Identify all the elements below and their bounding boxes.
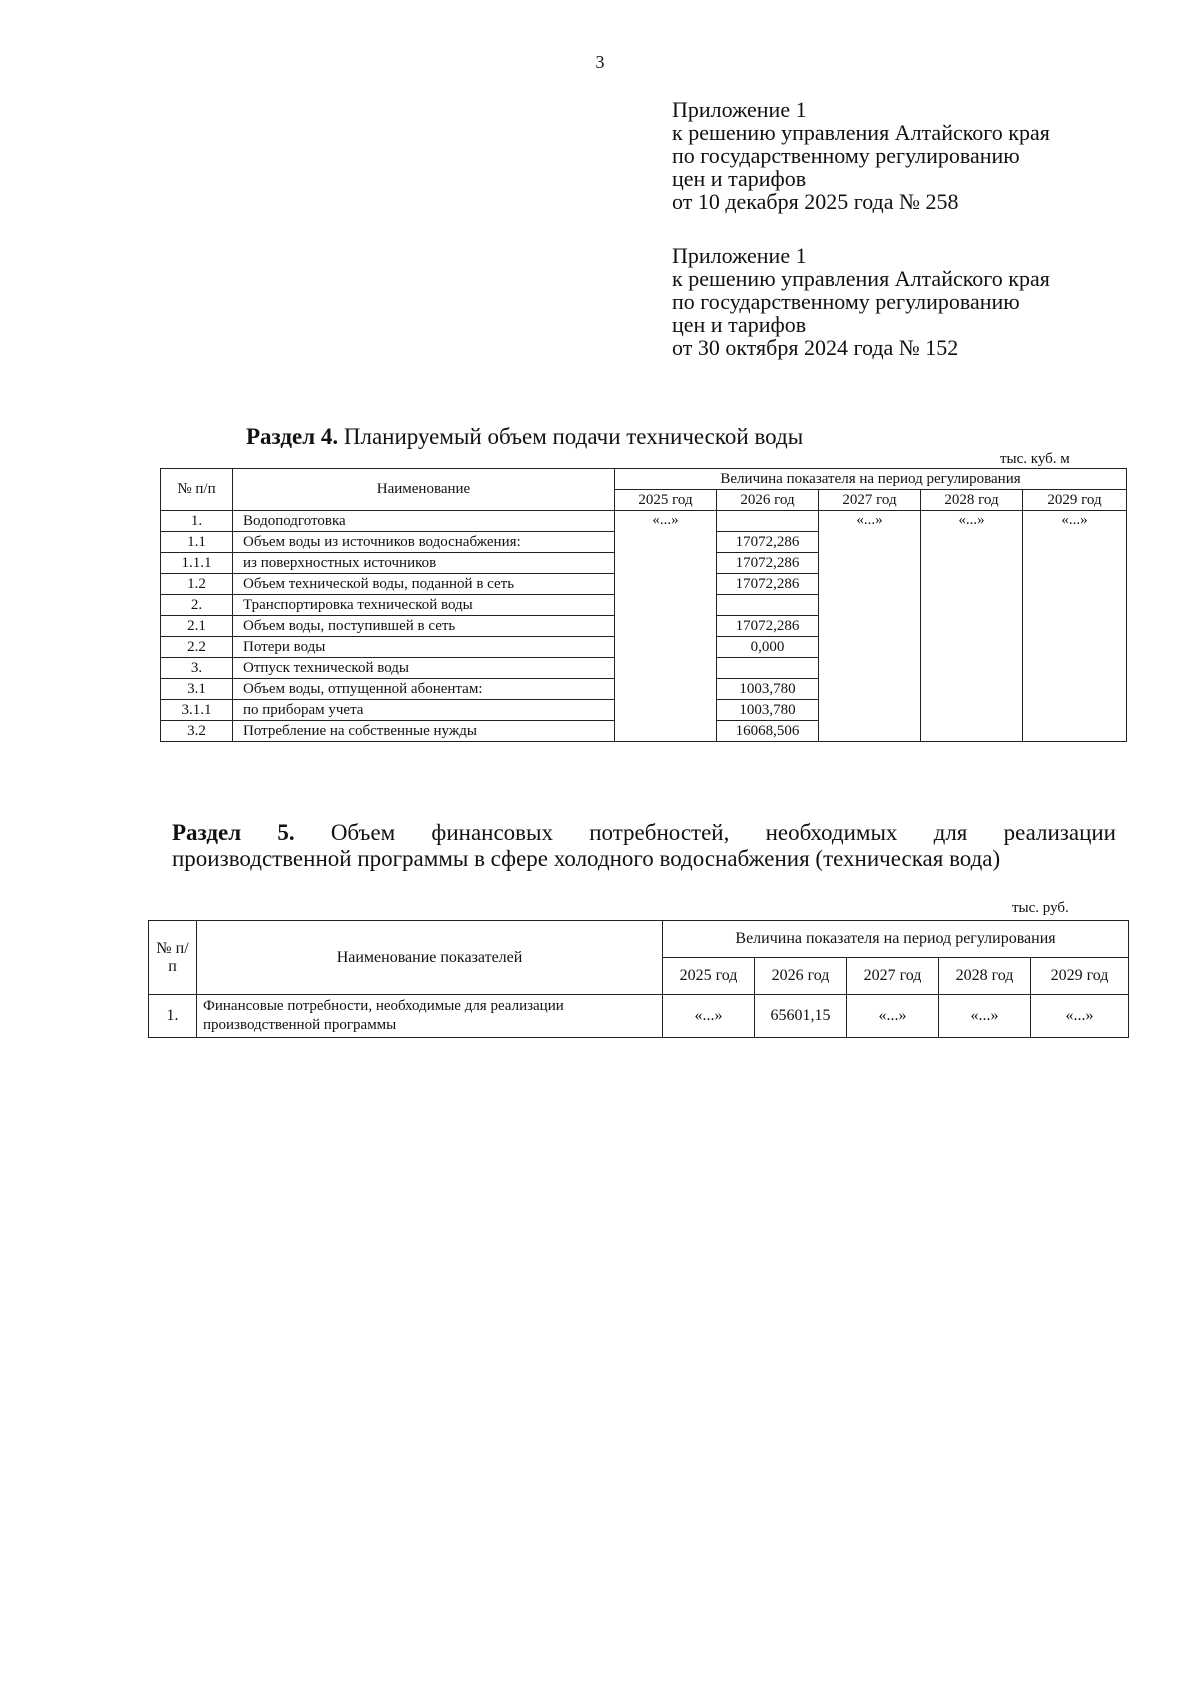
header-name: Наименование показателей bbox=[197, 921, 663, 995]
value-2026: 16068,506 bbox=[717, 721, 819, 742]
section5-title bbox=[172, 820, 1116, 872]
row-num: 1. bbox=[149, 995, 197, 1038]
value-2026: 0,000 bbox=[717, 637, 819, 658]
header-year: 2025 год bbox=[615, 490, 717, 511]
table-row bbox=[149, 995, 1129, 1038]
row-name: Объем воды из источников водоснабжения: bbox=[233, 532, 615, 553]
header-year: 2029 год bbox=[1031, 958, 1129, 995]
value-2026: 17072,286 bbox=[717, 532, 819, 553]
value-2025: «...» bbox=[663, 995, 755, 1038]
header-year: 2026 год bbox=[755, 958, 847, 995]
header-year: 2029 год bbox=[1023, 490, 1127, 511]
row-num: 2. bbox=[161, 595, 233, 616]
value-2029: «...» bbox=[1023, 511, 1127, 742]
appendix-header-previous bbox=[672, 244, 1050, 359]
value-2028: «...» bbox=[939, 995, 1031, 1038]
header-period: Величина показателя на период регулирования bbox=[615, 469, 1127, 490]
row-name: Водоподготовка bbox=[233, 511, 615, 532]
section4-unit: тыс. куб. м bbox=[1000, 451, 1070, 467]
appendix-line: от 30 октября 2024 года № 152 bbox=[672, 335, 959, 360]
header-year: 2026 год bbox=[717, 490, 819, 511]
value-2026 bbox=[717, 658, 819, 679]
value-2029: «...» bbox=[1031, 995, 1129, 1038]
row-num: 1.2 bbox=[161, 574, 233, 595]
row-name: Объем воды, поступившей в сеть bbox=[233, 616, 615, 637]
row-name: Потребление на собственные нужды bbox=[233, 721, 615, 742]
appendix-line: Приложение 1 bbox=[672, 97, 807, 122]
row-num: 1. bbox=[161, 511, 233, 532]
row-num: 3.2 bbox=[161, 721, 233, 742]
table-row bbox=[161, 511, 1127, 532]
financial-needs-table bbox=[148, 920, 1129, 1038]
row-name: Отпуск технической воды bbox=[233, 658, 615, 679]
header-year: 2027 год bbox=[819, 490, 921, 511]
appendix-line: по государственному регулированию bbox=[672, 143, 1020, 168]
value-2026: 1003,780 bbox=[717, 700, 819, 721]
section4-label: Раздел 4. bbox=[246, 424, 339, 449]
section5-label: Раздел 5. bbox=[172, 820, 295, 845]
header-name: Наименование bbox=[233, 469, 615, 511]
appendix-line: Приложение 1 bbox=[672, 243, 807, 268]
value-2026: 65601,15 bbox=[755, 995, 847, 1038]
row-name: Объем технической воды, поданной в сеть bbox=[233, 574, 615, 595]
row-num: 3.1 bbox=[161, 679, 233, 700]
value-2026 bbox=[717, 511, 819, 532]
value-2026: 17072,286 bbox=[717, 574, 819, 595]
appendix-header-current bbox=[672, 98, 1050, 213]
header-period: Величина показателя на период регулирования bbox=[663, 921, 1129, 958]
row-num: 3. bbox=[161, 658, 233, 679]
header-year: 2027 год bbox=[847, 958, 939, 995]
value-2026 bbox=[717, 595, 819, 616]
header-year: 2028 год bbox=[939, 958, 1031, 995]
row-name: Потери воды bbox=[233, 637, 615, 658]
row-num: 2.1 bbox=[161, 616, 233, 637]
page-number: 3 bbox=[595, 52, 605, 72]
water-volume-table bbox=[160, 468, 1127, 742]
section5-unit: тыс. руб. bbox=[1012, 900, 1069, 916]
row-num: 3.1.1 bbox=[161, 700, 233, 721]
value-2025: «...» bbox=[615, 511, 717, 742]
section5-heading-line2: производственной программы в сфере холодного водоснабжения (техническая вода) bbox=[172, 846, 1001, 871]
appendix-line: по государственному регулированию bbox=[672, 289, 1020, 314]
appendix-line: к решению управления Алтайского края bbox=[672, 120, 1050, 145]
section5-heading-line1: Объем финансовых потребностей, необходимых для реализации bbox=[330, 820, 1116, 845]
row-num: 1.1.1 bbox=[161, 553, 233, 574]
row-name: Транспортировка технической воды bbox=[233, 595, 615, 616]
value-2027: «...» bbox=[819, 511, 921, 742]
header-num: № п/п bbox=[161, 469, 233, 511]
value-2027: «...» bbox=[847, 995, 939, 1038]
row-name: из поверхностных источников bbox=[233, 553, 615, 574]
header-num: № п/п bbox=[149, 921, 197, 995]
value-2026: 1003,780 bbox=[717, 679, 819, 700]
value-2028: «...» bbox=[921, 511, 1023, 742]
row-name: по приборам учета bbox=[233, 700, 615, 721]
appendix-line: к решению управления Алтайского края bbox=[672, 266, 1050, 291]
row-num: 1.1 bbox=[161, 532, 233, 553]
header-year: 2028 год bbox=[921, 490, 1023, 511]
row-name: Объем воды, отпущенной абонентам: bbox=[233, 679, 615, 700]
section4-title bbox=[246, 424, 803, 450]
appendix-line: цен и тарифов bbox=[672, 312, 807, 337]
appendix-line: цен и тарифов bbox=[672, 166, 807, 191]
appendix-line: от 10 декабря 2025 года № 258 bbox=[672, 189, 959, 214]
value-2026: 17072,286 bbox=[717, 553, 819, 574]
row-name: Финансовые потребности, необходимые для реализации производственной программы bbox=[197, 995, 663, 1038]
section4-heading: Планируемый объем подачи технической воды bbox=[343, 424, 804, 449]
row-num: 2.2 bbox=[161, 637, 233, 658]
value-2026: 17072,286 bbox=[717, 616, 819, 637]
header-year: 2025 год bbox=[663, 958, 755, 995]
